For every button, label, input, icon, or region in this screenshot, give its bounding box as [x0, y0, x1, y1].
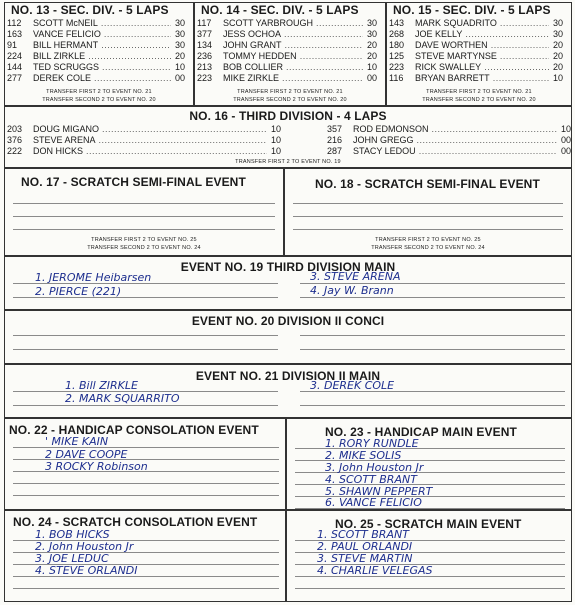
entry-row: [389, 18, 563, 28]
handwritten-entry: 2. PAUL ORLANDI: [317, 540, 413, 553]
entry-line: [300, 335, 565, 336]
points: 30: [174, 29, 185, 39]
handwritten-entry: 1. JEROME Heibarsen: [35, 271, 152, 284]
entry-row: [7, 40, 185, 50]
driver-name: BILL HERMANT .....: [33, 40, 171, 50]
car-number: 216: [327, 135, 343, 145]
car-number: 277: [7, 73, 23, 83]
event-18-title: NO. 18 - SCRATCH SEMI-FINAL EVENT: [315, 177, 540, 191]
entry-line: [300, 349, 565, 350]
entry-line: [13, 495, 279, 496]
car-number: 125: [389, 51, 405, 61]
entry-row: [7, 29, 185, 39]
handwritten-entry: 1. Bill ZIRKLE: [65, 379, 138, 392]
heat-15-title: NO. 15 - SEC. DIV. - 5 LAPS: [393, 3, 551, 17]
entry-row: [197, 62, 377, 72]
handwritten-entry: 4. SCOTT BRANT: [325, 473, 417, 486]
transfer-note-1: TRANSFER FIRST 2 TO EVENT NO. 25: [91, 237, 197, 243]
points: 20: [366, 51, 377, 61]
heat-13-title: NO. 13 - SEC. DIV. - 5 LAPS: [11, 3, 169, 17]
car-number: 180: [389, 40, 405, 50]
entry-row: [327, 135, 571, 145]
handwritten-entry: 3. John Houston Jr: [325, 461, 424, 474]
driver-name: DAVE WORTHEN .....: [415, 40, 549, 50]
transfer-note-1: TRANSFER FIRST 2 TO EVENT NO. 21: [46, 89, 152, 95]
entry-row: [7, 73, 185, 83]
entry-line: [300, 297, 565, 298]
transfer-note-2: TRANSFER SECOND 2 TO EVENT NO. 24: [371, 245, 485, 251]
handwritten-entry: 2. MIKE SOLIS: [325, 449, 402, 462]
entry-row: [389, 73, 563, 83]
driver-name: SCOTT McNEIL .....: [33, 18, 171, 28]
car-number: 134: [197, 40, 213, 50]
heat-16-title: NO. 16 - THIRD DIVISION - 4 LAPS: [189, 109, 387, 123]
handwritten-entry: 2. John Houston Jr: [35, 540, 134, 553]
entry-row: [7, 62, 185, 72]
driver-name: RICK SWALLEY .....: [415, 62, 549, 72]
entry-line: [293, 216, 563, 217]
points: 30: [174, 40, 185, 50]
car-number: 268: [389, 29, 405, 39]
handwritten-entry: 3 ROCKY Robinson: [45, 460, 148, 473]
driver-name: DON HICKS .....: [33, 146, 267, 156]
transfer-note-2: TRANSFER SECOND 2 TO EVENT NO. 20: [422, 97, 536, 103]
transfer-note-1: TRANSFER FIRST 2 TO EVENT NO. 21: [426, 89, 532, 95]
points: 00: [174, 73, 185, 83]
points: 30: [174, 18, 185, 28]
entry-row: [197, 51, 377, 61]
points: 10: [174, 62, 185, 72]
event-25-title: NO. 25 - SCRATCH MAIN EVENT: [335, 517, 522, 531]
car-number: 116: [389, 73, 404, 83]
event-22-title: NO. 22 - HANDICAP CONSOLATION EVENT: [9, 423, 259, 437]
driver-name: SCOTT YARBROUGH .....: [223, 18, 363, 28]
car-number: 163: [7, 29, 23, 39]
driver-name: BOB COLLIER .....: [223, 62, 363, 72]
driver-name: TED SCRUGGS .....: [33, 62, 171, 72]
heat-14-title: NO. 14 - SEC. DIV. - 5 LAPS: [201, 3, 359, 17]
handwritten-entry: 5. SHAWN PEPPERT: [325, 485, 433, 498]
entry-line: [13, 203, 275, 204]
handwritten-entry: 4. CHARLIE VELEGAS: [317, 564, 433, 577]
heat-16-box: [4, 106, 572, 168]
handwritten-entry: 4. Jay W. Brann: [310, 284, 394, 297]
driver-name: TOMMY HEDDEN .....: [223, 51, 363, 61]
points: 30: [366, 18, 377, 28]
driver-name: STEVE ARENA .....: [33, 135, 267, 145]
transfer-note-1: TRANSFER FIRST 2 TO EVENT NO. 25: [375, 237, 481, 243]
points: 30: [366, 29, 377, 39]
car-number: 144: [7, 62, 23, 72]
points: 10: [270, 124, 281, 134]
driver-name: STACY LEDOU .....: [353, 146, 557, 156]
entry-row: [389, 62, 563, 72]
event-23-box: [286, 418, 572, 510]
entry-row: [197, 29, 377, 39]
driver-name: BILL ZIRKLE .....: [33, 51, 171, 61]
entry-row: [7, 124, 281, 134]
entry-line: [13, 349, 278, 350]
points: 00: [560, 135, 571, 145]
entry-row: [197, 18, 377, 28]
points: 00: [366, 73, 377, 83]
entry-row: [389, 51, 563, 61]
heat-13-box: [4, 2, 194, 106]
car-number: 357: [327, 124, 343, 134]
handwritten-entry: 4. STEVE ORLANDI: [35, 564, 138, 577]
car-number: 143: [389, 18, 405, 28]
car-number: 222: [7, 146, 23, 156]
transfer-note-1: TRANSFER FIRST 2 TO EVENT NO. 21: [237, 89, 343, 95]
entry-line: [293, 229, 563, 230]
handwritten-entry: 6. VANCE FELICIO: [325, 496, 422, 509]
entry-row: [389, 29, 563, 39]
handwritten-entry: 3. DEREK COLE: [310, 379, 395, 392]
driver-name: BRYAN BARRETT .....: [415, 73, 549, 83]
points: 10: [560, 124, 571, 134]
event-19-title: EVENT NO. 19 THIRD DIVISION MAIN: [180, 260, 396, 274]
transfer-note-1: TRANSFER FIRST 2 TO EVENT NO. 19: [235, 159, 341, 165]
event-25-box: [286, 510, 572, 602]
entry-row: [7, 135, 281, 145]
points: 10: [270, 135, 281, 145]
event-21-box: [4, 364, 572, 418]
car-number: 224: [7, 51, 23, 61]
points: 20: [552, 62, 563, 72]
driver-name: VANCE FELICIO .....: [33, 29, 171, 39]
driver-name: DEREK COLE .....: [33, 73, 171, 83]
driver-name: ROD EDMONSON .....: [353, 124, 557, 134]
entry-line: [13, 335, 278, 336]
entry-row: [327, 124, 571, 134]
car-number: 203: [7, 124, 23, 134]
handwritten-entry: 1. RORY RUNDLE: [325, 437, 419, 450]
entry-row: [327, 146, 571, 156]
entry-line: [13, 229, 275, 230]
car-number: 287: [327, 146, 343, 156]
points: 00: [560, 146, 571, 156]
entry-line: [13, 588, 279, 589]
handwritten-entry: 1. SCOTT BRANT: [317, 528, 409, 541]
entry-line: [13, 483, 279, 484]
points: 10: [366, 62, 377, 72]
points: 30: [552, 18, 563, 28]
car-number: 377: [197, 29, 213, 39]
points: 10: [552, 73, 563, 83]
driver-name: JOE KELLY .....: [415, 29, 549, 39]
event-21-title: EVENT NO. 21 DIVISION II MAIN: [195, 369, 381, 383]
event-23-title: NO. 23 - HANDICAP MAIN EVENT: [325, 425, 517, 439]
points: 10: [270, 146, 281, 156]
car-number: 376: [7, 135, 23, 145]
car-number: 91: [7, 40, 18, 50]
driver-name: MARK SQUADRITO .....: [415, 18, 549, 28]
event-20-box: [4, 310, 572, 364]
driver-name: STEVE MARTYNSE .....: [415, 51, 549, 61]
entry-row: [7, 146, 281, 156]
driver-name: DOUG MIGANO .....: [33, 124, 267, 134]
event-18-box: [284, 168, 572, 256]
entry-line: [300, 405, 565, 406]
entry-line: [13, 405, 278, 406]
entry-row: [7, 51, 185, 61]
points: 30: [552, 29, 563, 39]
driver-name: JOHN GREGG .....: [353, 135, 557, 145]
entry-line: [295, 588, 565, 589]
event-17-title: NO. 17 - SCRATCH SEMI-FINAL EVENT: [21, 175, 246, 189]
event-20-title: EVENT NO. 20 DIVISION II CONCI: [191, 314, 385, 328]
points: 20: [366, 40, 377, 50]
event-17-box: [4, 168, 284, 256]
transfer-note-2: TRANSFER SECOND 2 TO EVENT NO. 20: [233, 97, 347, 103]
handwritten-entry: ' MIKE KAIN: [45, 435, 109, 448]
entry-line: [13, 216, 275, 217]
handwritten-entry: 3. STEVE MARTIN: [317, 552, 413, 565]
car-number: 236: [197, 51, 213, 61]
heat-14-box: [194, 2, 386, 106]
driver-name: JESS OCHOA .....: [223, 29, 363, 39]
transfer-note-2: TRANSFER SECOND 2 TO EVENT NO. 20: [42, 97, 156, 103]
driver-name: JOHN GRANT .....: [223, 40, 363, 50]
driver-name: MIKE ZIRKLE .....: [223, 73, 363, 83]
handwritten-entry: 2 DAVE COOPE: [45, 448, 128, 461]
handwritten-entry: 3. STEVE ARENA: [310, 270, 401, 283]
event-24-box: [4, 510, 286, 602]
event-19-box: [4, 256, 572, 310]
entry-row: [7, 18, 185, 28]
car-number: 112: [7, 18, 22, 28]
entry-line: [293, 203, 563, 204]
car-number: 213: [197, 62, 213, 72]
event-24-title: NO. 24 - SCRATCH CONSOLATION EVENT: [13, 515, 258, 529]
handwritten-entry: 2. PIERCE (221): [35, 285, 122, 298]
car-number: 223: [389, 62, 405, 72]
event-22-box: [4, 418, 286, 510]
transfer-note-2: TRANSFER SECOND 2 TO EVENT NO. 24: [87, 245, 201, 251]
entry-row: [197, 73, 377, 83]
heat-15-box: [386, 2, 572, 106]
points: 20: [552, 51, 563, 61]
points: 20: [174, 51, 185, 61]
car-number: 223: [197, 73, 213, 83]
car-number: 117: [197, 18, 212, 28]
handwritten-entry: 1. BOB HICKS: [35, 528, 110, 541]
handwritten-entry: 3. JOE LEDUC: [35, 552, 109, 565]
points: 20: [552, 40, 563, 50]
entry-row: [197, 40, 377, 50]
handwritten-entry: 2. MARK SQUARRITO: [65, 392, 180, 405]
entry-row: [389, 40, 563, 50]
